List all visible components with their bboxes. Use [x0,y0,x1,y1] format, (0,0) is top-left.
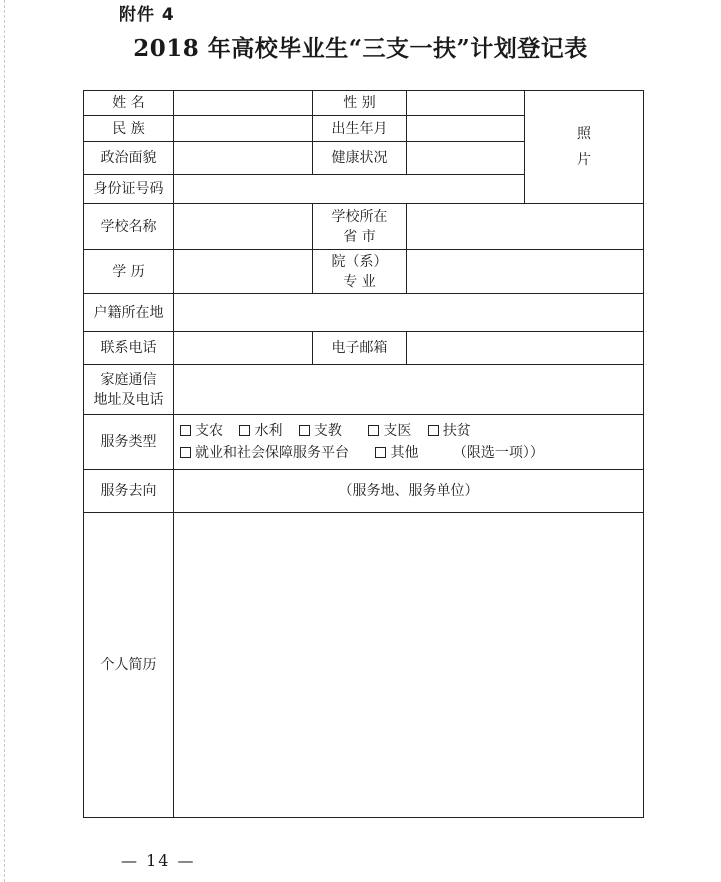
home-address-label-line1: 家庭通信 [100,371,157,388]
service-destination-label: 服务去向 [84,470,174,513]
education-field[interactable] [174,250,313,294]
service-options-line1 [180,420,637,442]
option-medical[interactable]: 支医 [368,423,411,439]
photo-cell[interactable] [525,91,644,204]
political-label: 政治面貌 [84,142,174,175]
resume-field[interactable] [174,513,644,818]
row-contact [84,332,644,365]
option-education[interactable]: 支教 [299,423,342,439]
birth-label: 出生年月 [313,116,407,142]
school-location-label [313,204,407,250]
checkbox-other[interactable] [375,447,386,458]
id-number-label: 身份证号码 [84,175,174,204]
checkbox-employment-platform[interactable] [180,447,191,458]
checkbox-education[interactable] [299,425,310,436]
scan-edge-line [4,0,5,882]
service-destination-field[interactable] [174,470,644,513]
phone-label: 联系电话 [84,332,174,365]
checkbox-poverty[interactable] [428,425,439,436]
household-field[interactable] [174,294,644,332]
option-water[interactable]: 水利 [239,423,282,439]
home-address-label [84,365,174,415]
row-service-destination [84,470,644,513]
id-number-field[interactable] [174,175,525,204]
registration-form-table [83,90,644,818]
checkbox-water[interactable] [239,425,250,436]
service-type-label: 服务类型 [84,415,174,470]
phone-field[interactable] [174,332,313,365]
school-location-label-line2: 省 市 [343,228,376,245]
service-select-note: （限选一项）） [452,445,544,461]
health-field[interactable] [407,142,525,175]
gender-label: 性 别 [313,91,407,116]
checkbox-medical[interactable] [368,425,379,436]
ethnicity-field[interactable] [174,116,313,142]
row-name [84,91,644,116]
photo-label-line2: 片 [577,152,591,168]
row-education [84,250,644,294]
service-options-line2 [180,442,637,464]
home-address-label-line2: 地址及电话 [93,391,164,408]
option-poverty[interactable]: 扶贫 [428,423,471,439]
row-home-address [84,365,644,415]
birth-field[interactable] [407,116,525,142]
school-name-label: 学校名称 [84,204,174,250]
service-destination-hint: （服务地、服务单位） [338,483,479,499]
health-label: 健康状况 [313,142,407,175]
major-label-line1: 院（系） [331,253,388,270]
email-label: 电子邮箱 [313,332,407,365]
name-field[interactable] [174,91,313,116]
option-agriculture[interactable]: 支农 [180,423,223,439]
photo-label-line1: 照 [577,126,591,142]
political-field[interactable] [174,142,313,175]
household-label: 户籍所在地 [84,294,174,332]
school-location-label-line1: 学校所在 [331,208,388,225]
ethnicity-label: 民 族 [84,116,174,142]
page-number: — 14 — [121,851,196,870]
checkbox-agriculture[interactable] [180,425,191,436]
form-title: 2018 年高校毕业生“三支一扶”计划登记表 [133,35,588,62]
school-name-field[interactable] [174,204,313,250]
major-field[interactable] [407,250,644,294]
resume-label: 个人简历 [84,513,174,818]
option-employment-platform[interactable]: 就业和社会保障服务平台 [180,445,349,461]
row-service-type [84,415,644,470]
service-type-options [174,415,644,470]
email-field[interactable] [407,332,644,365]
major-label-line2: 专 业 [343,273,376,290]
attachment-label: 附件 4 [119,5,175,25]
name-label: 姓 名 [84,91,174,116]
gender-field[interactable] [407,91,525,116]
option-other[interactable]: 其他 [375,445,418,461]
row-school [84,204,644,250]
school-location-field[interactable] [407,204,644,250]
row-household [84,294,644,332]
row-resume [84,513,644,818]
education-label: 学 历 [84,250,174,294]
major-label [313,250,407,294]
home-address-field[interactable] [174,365,644,415]
